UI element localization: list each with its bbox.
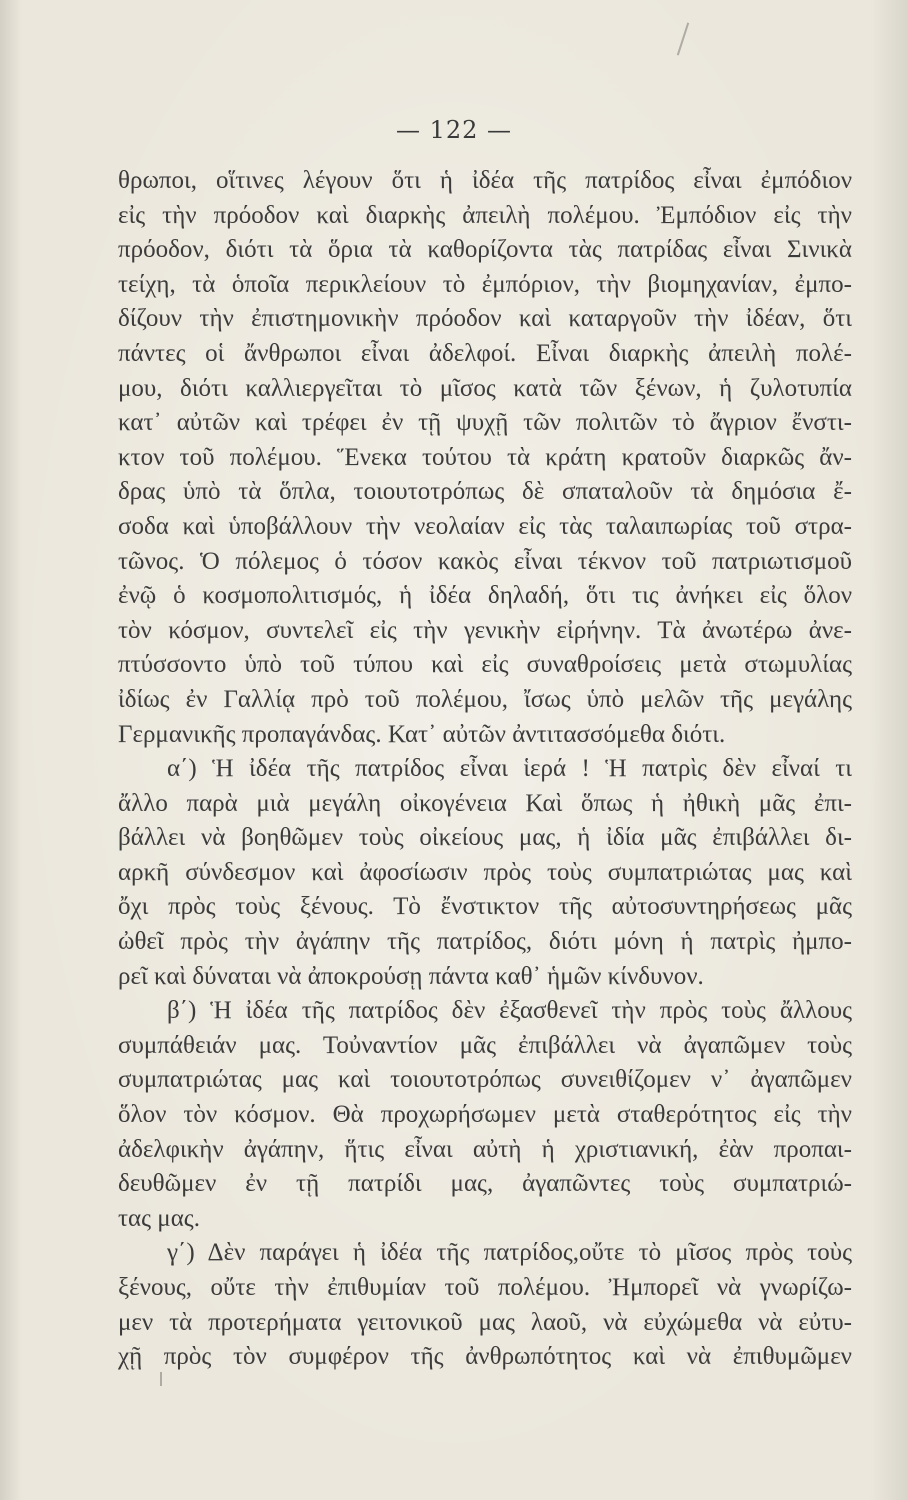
paragraph-2 — [118, 752, 852, 994]
text-line: ἰδίως ἐν Γαλλίᾳ πρὸ τοῦ πολέμου, ἴσως ὑπὸ μελῶν τῆς μεγάλης — [118, 685, 852, 713]
text-line: σοδα καὶ ὑποβάλλουν τὴν νεολαίαν εἰς τὰς ταλαιπωρίας τοῦ στρα- — [118, 512, 852, 540]
text-line: ξένους, οὔτε τὴν ἐπιθυμίαν τοῦ πολέμου. Ἠμπορεῖ νὰ γνωρίζω- — [118, 1274, 852, 1301]
text-line: κατ᾽ αὐτῶν καὶ τρέφει ἐν τῇ ψυχῇ τῶν πολιτῶν τὸ ἄγριον ἔνστι- — [118, 409, 852, 437]
body-text — [118, 164, 852, 1375]
paragraph-4 — [118, 1236, 852, 1374]
text-line: πτύσσοντο ὑπὸ τοῦ τύπου καὶ εἰς συναθροίσεις μετὰ στωμυλίας — [118, 651, 852, 679]
text-line: τείχη, τὰ ὁποῖα περικλείουν τὸ ἐμπόριον, τὴν βιομηχανίαν, ἐμπο- — [118, 270, 852, 298]
text-line: τὸν κόσμον, συντελεῖ εἰς τὴν γενικὴν εἰρήνην. Τὰ ἀνωτέρω ἀνε- — [118, 616, 852, 644]
text-line: ἀδελφικὴν ἀγάπην, ἥτις εἶναι αὐτὴ ἡ χριστιανική, ἐὰν προπαι- — [118, 1135, 852, 1163]
text-line: ὄχι πρὸς τοὺς ξένους. Τὸ ἔνστικτον τῆς αὐτοσυντηρήσεως μᾶς — [118, 893, 852, 921]
page-number: — 122 — — [395, 116, 513, 144]
text-line: ὠθεῖ πρὸς τὴν ἀγάπην τῆς πατρίδος, διότι μόνη ἡ πατρὶς ἠμπο- — [118, 928, 852, 956]
scan-artifact — [677, 23, 689, 56]
text-line: εἰς τὴν πρόοδον καὶ διαρκὴς ἀπειλὴ πολέμου. Ἐμπόδιον εἰς τὴν — [118, 201, 852, 229]
text-line: μου, διότι καλλιεργεῖται τὸ μῖσος κατὰ τῶν ξένων, ἡ ζυλοτυπία — [118, 374, 852, 402]
paragraph-1 — [118, 164, 852, 752]
scan-artifact — [160, 1372, 162, 1386]
text-line: ἄλλο παρὰ μιὰ μεγάλη οἰκογένεια Καὶ ὅπως ἡ ἠθικὴ μᾶς ἐπι- — [118, 789, 852, 817]
text-line: ρεῖ καὶ δύναται νὰ ἀποκρούσῃ πάντα καθ᾽ ἡμῶν κίνδυνον. — [118, 962, 704, 990]
text-line: θρωποι, οἵτινες λέγουν ὅτι ἡ ἰδέα τῆς πατρίδος εἶναι ἐμπόδιον — [118, 167, 852, 194]
paragraph-3 — [118, 994, 852, 1236]
text-line: τας μας. — [118, 1204, 200, 1232]
text-line: συμπατριώτας μας καὶ τοιουτοτρόπως συνειθίζομεν ν᾽ ἀγαπῶμεν — [118, 1066, 852, 1094]
text-line: ὅλον τὸν κόσμον. Θὰ προχωρήσωμεν μετὰ σταθερότητος εἰς τὴν — [118, 1101, 852, 1129]
text-line: τῶνος. Ὁ πόλεμος ὁ τόσον κακὸς εἶναι τέκνον τοῦ πατριωτισμοῦ — [118, 547, 852, 575]
text-line: βάλλει νὰ βοηθῶμεν τοὺς οἰκείους μας, ἡ ἰδία μᾶς ἐπιβάλλει δι- — [118, 824, 852, 852]
text-line: β΄) Ἡ ἰδέα τῆς πατρίδος δὲν ἐξασθενεῖ τὴν πρὸς τοὺς ἄλλους — [167, 997, 852, 1025]
text-line: δίζουν τὴν ἐπιστημονικὴν πρόοδον καὶ καταργοῦν τὴν ἰδέαν, ὅτι — [118, 305, 852, 333]
text-line: πάντες οἱ ἄνθρωποι εἶναι ἀδελφοί. Εἶναι διαρκὴς ἀπειλὴ πολέ- — [118, 339, 852, 367]
text-line: χῇ πρὸς τὸν συμφέρον τῆς ἀνθρωπότητος καὶ νὰ ἐπιθυμῶμεν — [118, 1343, 852, 1371]
text-line: κτον τοῦ πολέμου. Ἕνεκα τούτου τὰ κράτη κρατοῦν διαρκῶς ἄν- — [118, 443, 852, 471]
text-line: πρόοδον, διότι τὰ ὅρια τὰ καθορίζοντα τὰς πατρίδας εἶναι Σινικὰ — [118, 236, 852, 264]
text-line: δρας ὑπὸ τὰ ὅπλα, τοιουτοτρόπως δὲ σπαταλοῦν τὰ δημόσια ἔ- — [118, 478, 852, 506]
text-line: αρκῆ σύνδεσμον καὶ ἀφοσίωσιν πρὸς τοὺς συμπατριώτας μας καὶ — [118, 858, 852, 886]
text-line: δευθῶμεν ἐν τῇ πατρίδι μας, ἀγαπῶντες τοὺς συμπατριώ- — [118, 1170, 852, 1198]
text-line: γ΄) Δὲν παράγει ἡ ἰδέα τῆς πατρίδος,οὔτε τὸ μῖσος πρὸς τοὺς — [167, 1239, 852, 1267]
text-line: α΄) Ἡ ἰδέα τῆς πατρίδος εἶναι ἱερά ! Ἡ πατρὶς δὲν εἶναί τι — [167, 755, 852, 783]
text-line: ἐνῷ ὁ κοσμοπολιτισμός, ἡ ἰδέα δηλαδή, ὅτι τις ἀνήκει εἰς ὅλον — [118, 582, 852, 610]
text-line: συμπάθειάν μας. Τοὐναντίον μᾶς ἐπιβάλλει νὰ ἀγαπῶμεν τοὺς — [118, 1031, 852, 1059]
text-line: Γερμανικῆς προπαγάνδας. Κατ᾽ αὐτῶν ἀντιτασσόμεθα διότι. — [118, 720, 726, 748]
text-line: μεν τὰ προτερήματα γειτονικοῦ μας λαοῦ, νὰ εὐχώμεθα νὰ εὐτυ- — [118, 1308, 852, 1336]
